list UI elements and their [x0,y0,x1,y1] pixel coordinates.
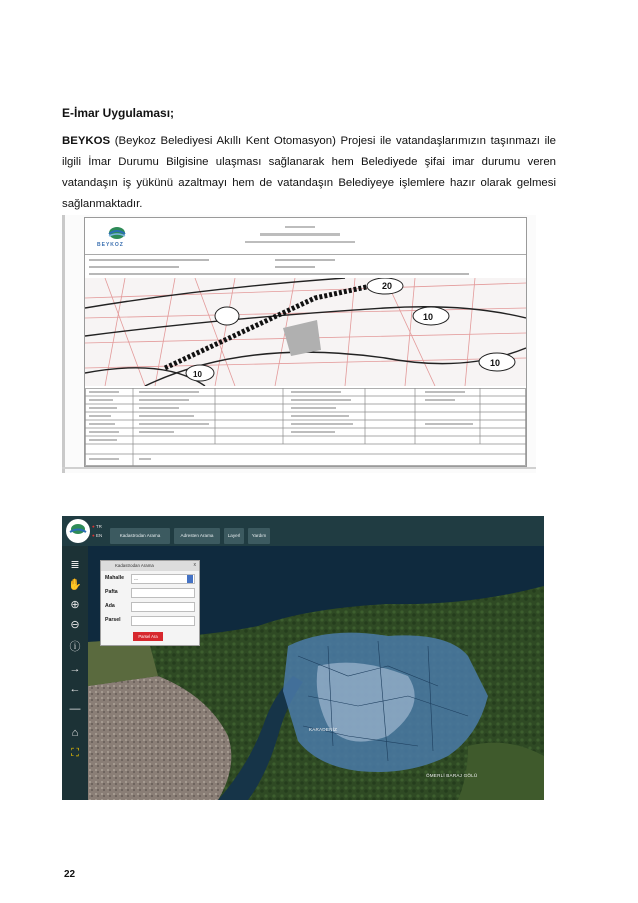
home-icon[interactable]: ⌂ [71,727,79,739]
zoom-in-icon[interactable]: ⊕ [70,599,80,611]
body-paragraph [62,131,556,215]
section-heading: E-İmar Uygulaması; [62,106,175,120]
parsel-input[interactable] [131,616,195,626]
panel-title: Kadastrodan Arama [101,561,199,571]
parcel-info-table [85,388,526,466]
ada-input[interactable] [131,602,195,612]
gis-toolbar [62,546,88,800]
close-icon[interactable]: x [193,562,196,568]
lang-en[interactable]: ● EN [92,533,103,538]
sea-label: KARADENİZ [309,727,338,732]
lang-tr[interactable]: ● TR [92,524,102,529]
zoom-out-icon[interactable]: ⊖ [70,619,80,631]
parsel-label: Parsel [105,617,121,623]
tab-kadastrodan-arama[interactable]: Kadastrodan Arama [110,528,170,544]
imar-document [84,217,527,467]
logo-text: BEYKOZ [97,242,124,248]
lake-label: ÖMERLİ BARAJ GÖLÜ [426,773,478,778]
gis-screenshot-figure [62,516,544,800]
page-number: 22 [64,869,76,880]
beykos-lead: BEYKOS [62,135,111,147]
mahalle-label: Mahalle [105,575,125,581]
fullscreen-icon[interactable]: ⛶ [71,747,79,759]
tab-layer[interactable]: Layerl [224,528,244,544]
map-number: 10 [490,358,501,368]
map-number: 10 [423,312,434,322]
imar-document-figure [62,215,536,473]
hand-pan-icon[interactable]: ✋ [68,579,82,591]
layers-icon[interactable]: ≣ [70,559,80,571]
arrow-right-icon[interactable]: → [69,663,81,675]
kadastro-search-panel [100,560,200,646]
minus-icon[interactable]: — [69,703,81,715]
info-icon[interactable]: ⓘ [69,641,81,653]
parcel-map [85,278,526,386]
parsel-ara-button[interactable]: Parsel Ara [133,632,163,641]
gis-top-bar [62,516,544,546]
tab-help[interactable]: Yardım [248,528,270,544]
arrow-left-icon[interactable]: ← [69,683,81,695]
beykoz-logo-icon [65,518,91,544]
map-number: 10 [193,370,202,379]
tab-adresten-arama[interactable]: Adresten Arama [174,528,220,544]
beykoz-logo [95,224,155,250]
pafta-input[interactable] [131,588,195,598]
map-number: 20 [382,281,393,291]
ada-label: Ada [105,603,115,609]
chevron-down-icon [187,575,193,583]
pafta-label: Pafta [105,589,118,595]
paragraph-text: (Beykoz Belediyesi Akıllı Kent Otomasyon) Projesi ile vatandaşlarımızın taşınmazı ile ilgili İmar Durumu Bilgisine ulaşması sağlanarak hem Belediyede şifai imar durumu veren vatandaşın iş yükünü azaltmayı hem de vatandaşın Belediyeye işlemlere hazır olarak gelmesi sağlanmaktadır. [62,135,556,210]
mahalle-select[interactable]: --- [131,574,195,584]
document-info-rows [85,254,526,280]
document-header [85,218,526,252]
